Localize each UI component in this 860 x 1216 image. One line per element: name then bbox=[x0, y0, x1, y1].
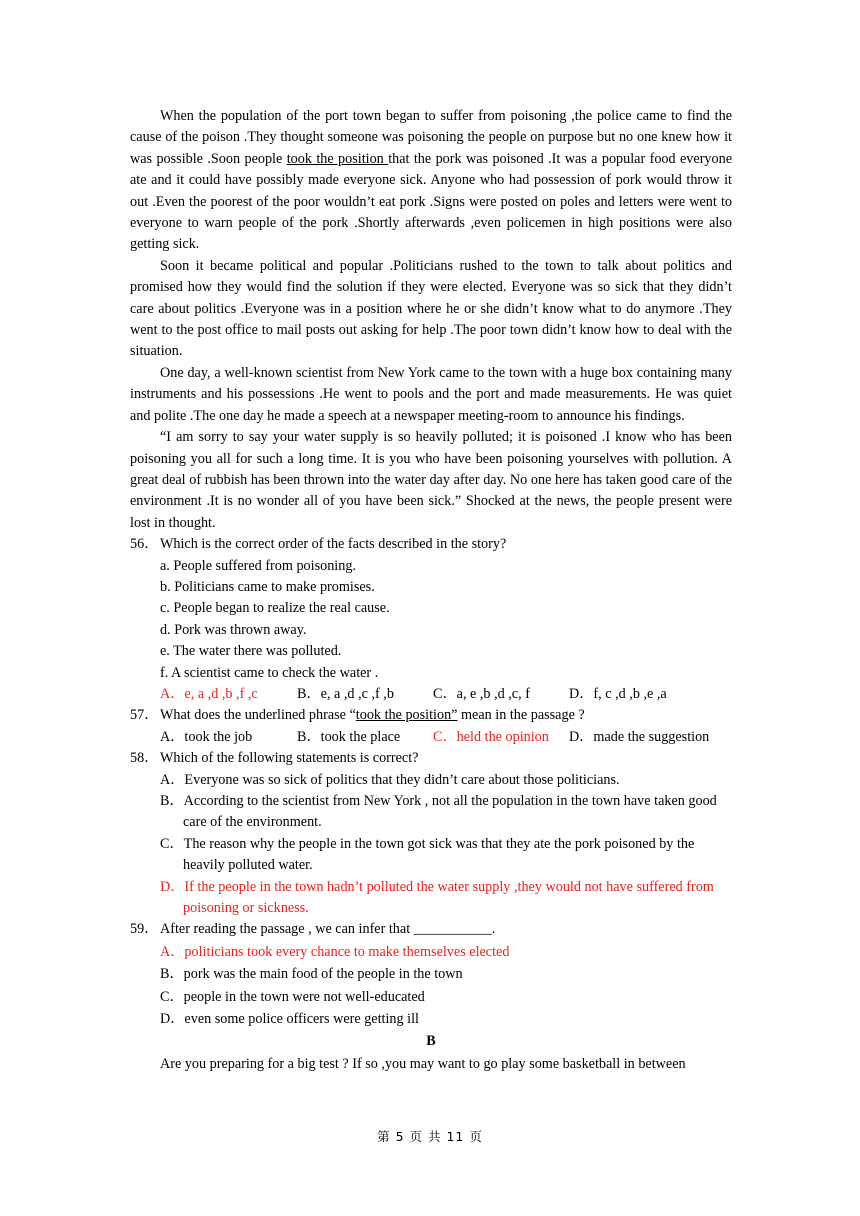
underlined-phrase: took the position bbox=[286, 150, 389, 167]
question-text: After reading the passage , we can infer that ___________. bbox=[160, 921, 496, 938]
option-a: A．Everyone was so sick of politics that they didn’t care about those politicians. bbox=[160, 771, 620, 788]
section-heading-b: B bbox=[426, 1033, 436, 1050]
question-number: 58． bbox=[130, 750, 159, 767]
question-59 bbox=[130, 919, 732, 940]
option-b: B．pork was the main food of the people in the town bbox=[160, 966, 463, 983]
option-d: D．even some police officers were getting ill bbox=[160, 1011, 419, 1028]
passage-paragraph-1: When the population of the port town began to suffer from poisoning ,the police came to find the cause of the poison .They thought someone was poisoning the people on purpose but no one knew how it was possible .Soon people took the position that the pork was poisoned .It was a popular food everyone ate and it could have possibly made everyone sick. Anyone who had possession of pork would throw it out .Even the poorest of the poor wouldn’t eat pork .Signs were posted on poles and letters were went to everyone to warn people of the pork .Shortly afterwards ,even policemen in high positions were also getting sick. bbox=[130, 108, 732, 253]
question-number: 56． bbox=[130, 536, 159, 553]
passage-paragraph-2: Soon it became political and popular .Politicians rushed to the town to talk about politics and promised how they would find the solution if they were elected. Everyone was so sick that they didn’t care about politics .Everyone was in a position where he or she didn’t know what to do anymore .They went to the post office to mail posts out asking for help .The poor town didn’t know how to deal with the situation. bbox=[130, 257, 732, 360]
options-57 bbox=[160, 727, 732, 748]
option-b: B．According to the scientist from New York , not all the population in the town have taken good care of the environment. bbox=[160, 793, 717, 831]
option-d: D．f, c ,d ,b ,e ,a bbox=[569, 685, 667, 702]
question-number: 59． bbox=[130, 921, 159, 938]
question-58 bbox=[130, 748, 732, 769]
option-c: C．The reason why the people in the town got sick was that they ate the pork poisoned by the heavily polluted water. bbox=[160, 835, 695, 874]
list-item: d. Pork was thrown away. bbox=[160, 621, 307, 638]
question-text: Which of the following statements is correct? bbox=[160, 750, 419, 767]
passage-b-first-line: Are you preparing for a big test ? If so ,you may want to go play some basketball in between bbox=[160, 1055, 686, 1072]
option-a: A．took the job bbox=[160, 728, 253, 745]
option-b: B．e, a ,d ,c ,f ,b bbox=[297, 685, 394, 702]
option-a-answer: A．politicians took every chance to make themselves elected bbox=[160, 943, 510, 960]
passage-paragraph-3: One day, a well-known scientist from New York came to the town with a huge box containing many instruments and his possessions .He went to pools and the port and made measurements. He was quiet and polite .The one day he made a speech at a newspaper meeting-room to announce his findings. bbox=[130, 364, 732, 424]
list-item: a. People suffered from poisoning. bbox=[160, 557, 356, 574]
option-d-answer: D．If the people in the town hadn’t polluted the water supply ,they would not have suffered from poisoning or sickness. bbox=[160, 878, 714, 917]
option-c-answer: C．held the opinion bbox=[433, 728, 549, 745]
document-page bbox=[130, 106, 732, 1075]
option-b: B．took the place bbox=[297, 728, 401, 745]
question-text: What does the underlined phrase “took the position” mean in the passage ? bbox=[160, 707, 585, 724]
option-c: C．a, e ,b ,d ,c, f bbox=[433, 685, 530, 702]
list-item: f. A scientist came to check the water . bbox=[160, 664, 379, 681]
underlined-phrase: took the position” bbox=[355, 707, 458, 724]
question-number: 57． bbox=[130, 707, 159, 724]
list-item: c. People began to realize the real cause. bbox=[160, 600, 390, 617]
question-56 bbox=[130, 534, 732, 555]
option-c: C．people in the town were not well-educated bbox=[160, 988, 425, 1005]
options-56 bbox=[160, 684, 732, 705]
list-item: e. The water there was polluted. bbox=[160, 643, 342, 660]
passage-paragraph-4: “I am sorry to say your water supply is so heavily polluted; it is poisoned .I know who has been poisoning you all for such a long time. It is you who have been poisoning yourselves with pollution. A great deal of rubbish has been thrown into the water day after day. No one here has taken good care of the environment .It is no wonder all of you have been sick.” Shocked at the news, the people present were lost in thought. bbox=[130, 429, 732, 531]
question-text: Which is the correct order of the facts described in the story? bbox=[160, 536, 507, 553]
page-footer: 第 5 页 共 11 页 bbox=[377, 1129, 483, 1144]
question-57 bbox=[130, 705, 732, 726]
option-a-answer: A．e, a ,d ,b ,f ,c bbox=[160, 685, 258, 702]
option-d: D．made the suggestion bbox=[569, 728, 710, 745]
list-item: b. Politicians came to make promises. bbox=[160, 578, 375, 595]
